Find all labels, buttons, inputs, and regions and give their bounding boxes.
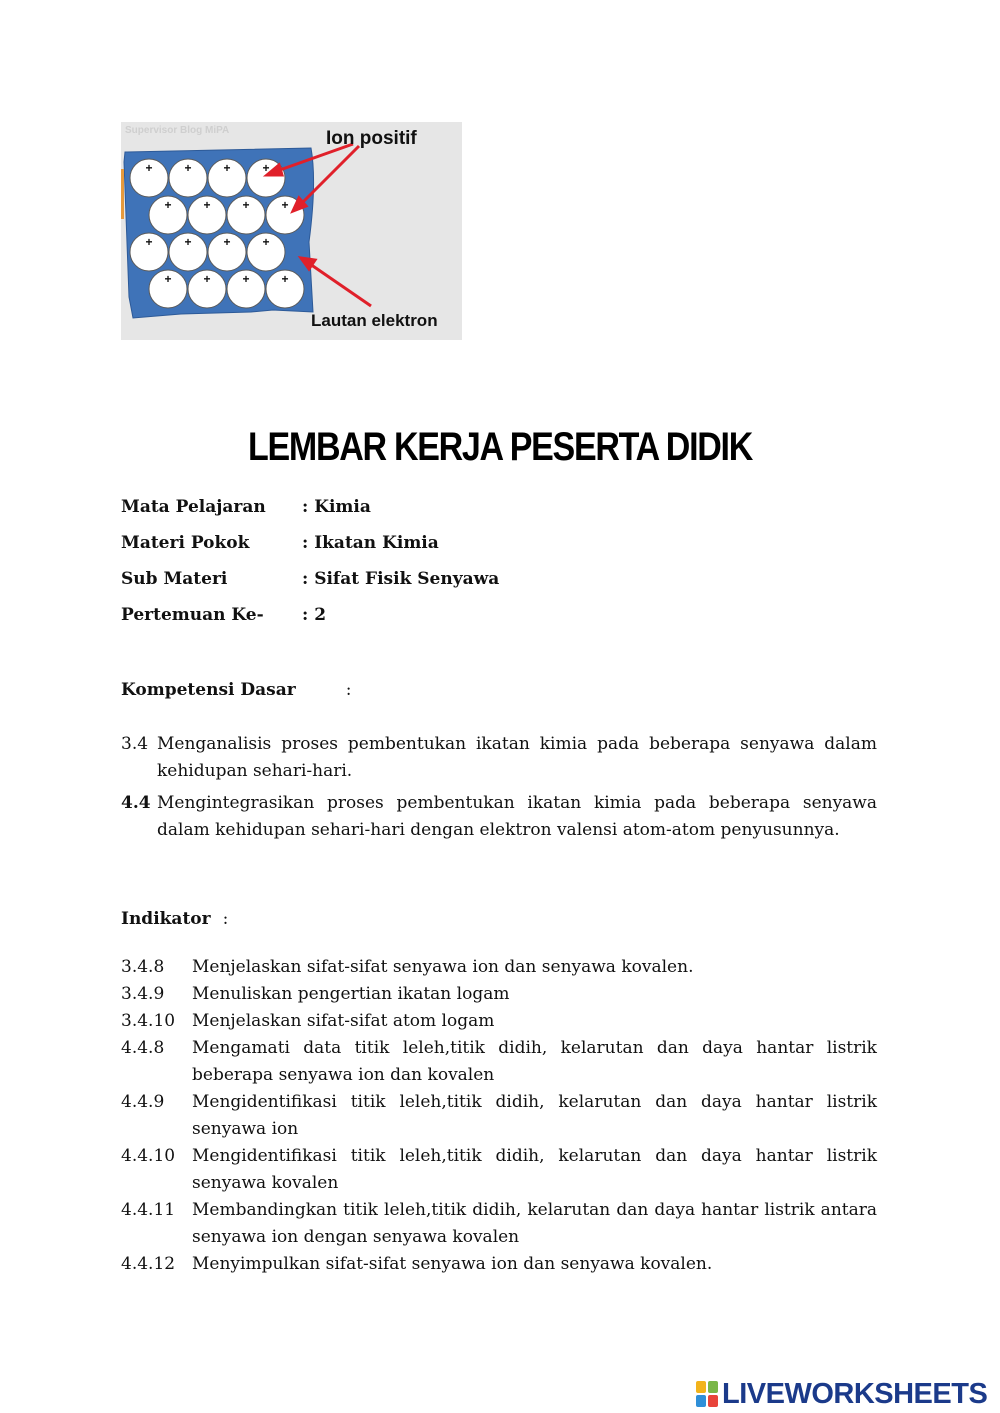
ion-plus-sign: + (281, 272, 289, 286)
meta-row (121, 533, 499, 569)
indikator-item (121, 1143, 877, 1197)
indikator-list (121, 954, 877, 1278)
ion-plus-sign: + (145, 161, 153, 175)
indikator-text: Menyimpulkan sifat-sifat senyawa ion dan senyawa kovalen. (192, 1254, 713, 1274)
meta-row (121, 605, 499, 641)
indikator-item (121, 981, 877, 1008)
ion-plus-sign: + (262, 161, 270, 175)
meta-key: Pertemuan Ke- (121, 605, 264, 625)
meta-key: Sub Materi (121, 569, 228, 589)
indikator-number: 4.4.11 (121, 1200, 176, 1220)
ion-plus-sign: + (242, 272, 250, 286)
indikator-item (121, 1089, 877, 1143)
indikator-heading (121, 909, 228, 929)
kompetensi-text: Mengintegrasikan proses pembentukan ikatan kimia pada beberapa senyawa dalam kehidupan sehari-hari dengan elektron valensi atom-atom penyusunnya. (157, 793, 877, 840)
indikator-item (121, 1251, 877, 1278)
indikator-text: Menjelaskan sifat-sifat senyawa ion dan senyawa kovalen. (192, 957, 694, 977)
indikator-item (121, 954, 877, 981)
indikator-text: Mengidentifikasi titik leleh,titik didih, kelarutan dan daya hantar listrik senyawa kovalen (192, 1146, 877, 1193)
ion-plus-sign: + (242, 198, 250, 212)
indikator-number: 3.4.8 (121, 957, 165, 977)
indikator-item (121, 1035, 877, 1089)
indikator-item (121, 1197, 877, 1251)
meta-key: Materi Pokok (121, 533, 250, 553)
kompetensi-heading-label: Kompetensi Dasar (121, 680, 296, 700)
meta-value: : 2 (302, 605, 327, 625)
meta-block (121, 497, 499, 641)
kompetensi-list (121, 731, 877, 849)
indikator-number: 3.4.10 (121, 1011, 176, 1031)
kompetensi-heading (121, 680, 351, 700)
indikator-number: 4.4.9 (121, 1092, 165, 1112)
ion-plus-sign: + (145, 235, 153, 249)
indikator-text: Membandingkan titik leleh,titik didih, kelarutan dan daya hantar listrik antara senyawa ion dengan senyawa kovalen (192, 1200, 877, 1247)
figure-edge-mark (121, 169, 124, 219)
kompetensi-number: 3.4 (121, 734, 149, 754)
indikator-number: 4.4.10 (121, 1146, 176, 1166)
ion-plus-sign: + (164, 272, 172, 286)
ion-plus-sign: + (184, 161, 192, 175)
label-ion-positif: Ion positif (326, 128, 417, 149)
indikator-text: Mengidentifikasi titik leleh,titik didih, kelarutan dan daya hantar listrik senyawa ion (192, 1092, 877, 1139)
ion-plus-sign: + (203, 198, 211, 212)
ion-plus-sign: + (164, 198, 172, 212)
meta-value: : Kimia (302, 497, 371, 517)
indikator-heading-colon: : (222, 909, 229, 929)
logo-mark-icon (696, 1381, 718, 1407)
ion-plus-sign: + (223, 161, 231, 175)
ion-plus-sign: + (184, 235, 192, 249)
kompetensi-number: 4.4 (121, 793, 151, 813)
indikator-heading-label: Indikator (121, 909, 211, 929)
ion-plus-sign: + (203, 272, 211, 286)
label-lautan-elektron: Lautan elektron (311, 311, 438, 330)
ion-plus-sign: + (281, 198, 289, 212)
ion-plus-sign: + (262, 235, 270, 249)
page-title: LEMBAR KERJA PESERTA DIDIK (248, 425, 752, 469)
meta-key: Mata Pelajaran (121, 497, 266, 517)
liveworksheets-logo[interactable] (696, 1377, 987, 1411)
indikator-text: Menuliskan pengertian ikatan logam (192, 984, 510, 1004)
indikator-number: 3.4.9 (121, 984, 165, 1004)
figure-watermark: Supervisor Blog MiPA (125, 125, 230, 136)
metallic-bond-figure (121, 122, 462, 340)
indikator-text: Mengamati data titik leleh,titik didih, kelarutan dan daya hantar listrik beberapa senyawa ion dan kovalen (192, 1038, 877, 1085)
meta-row (121, 569, 499, 605)
kompetensi-heading-colon: : (345, 680, 352, 700)
indikator-item (121, 1008, 877, 1035)
indikator-text: Menjelaskan sifat-sifat atom logam (192, 1011, 495, 1031)
meta-row (121, 497, 499, 533)
meta-value: : Sifat Fisik Senyawa (302, 569, 500, 589)
metallic-bond-diagram (121, 122, 462, 340)
logo-text: LIVEWORKSHEETS (722, 1377, 988, 1410)
indikator-number: 4.4.12 (121, 1254, 176, 1274)
meta-value: : Ikatan Kimia (302, 533, 439, 553)
kompetensi-item (121, 731, 877, 785)
kompetensi-text: Menganalisis proses pembentukan ikatan kimia pada beberapa senyawa dalam kehidupan sehari-hari. (157, 734, 877, 781)
indikator-number: 4.4.8 (121, 1038, 165, 1058)
ion-plus-sign: + (223, 235, 231, 249)
kompetensi-item (121, 790, 877, 844)
